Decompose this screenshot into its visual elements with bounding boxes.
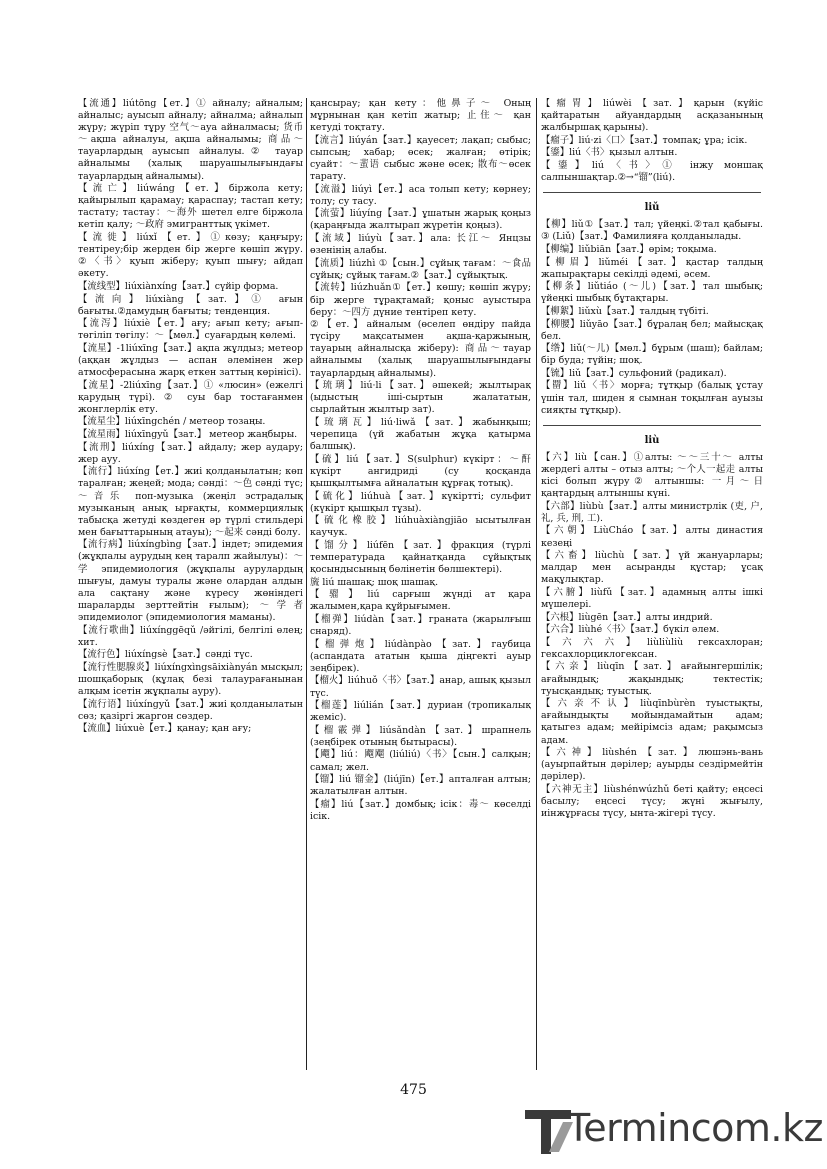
dictionary-entry: 【流行病】liúxíngbìng【зат.】індет; эпидемия (жұқпалы аурудың кең таралп жайылуы)：～学 эпидемиология (жұқпалы аурулардың шығуы, дамуы туралы және олардан алдын ала сақтану және күресу жөніндегі шараларды зерттейтін ғылым); ～学者 эпидемиолог (эпидемиология маманы).	[78, 539, 303, 623]
dictionary-entry: 【硫化】liúhuà【зат.】күкірттi; сульфит (күкірт қышқыл тұзы).	[310, 490, 531, 514]
dictionary-entry: 【流亡】liúwáng【ет.】біржола кету; қайырылып қарамау; қараспау; тастап кету; тастату; тастау：～海外 шетел елге біржола кетіп қалу; ～政府 эмигранттық үкімет.	[78, 183, 303, 231]
dictionary-entry: 旒 liú шашақ; шоқ шашақ.	[310, 576, 439, 588]
section-rule	[543, 192, 761, 193]
dictionary-entry: 【流通】liútōng【ет.】① айналу; айналым; айналыс; ауысып айналу; айналма; айналып жүру; жүріп тұру 空气～ауа айналмасы; 货币～ақша айналуы, ақша айналымы; 商品～тауарлардың ауысып айналуы.② тауар айналымы (халық шаруашылығындағы тауарлардың айналымы).	[78, 98, 303, 182]
dictionary-entry: 【流星】-1liúxīng【зат.】ақпа жұлдыз; метеор (аққан жұлдыз — аспан әлемінен жер атмосферасына жарқ еткен заттың көрінісі).	[78, 342, 303, 379]
dictionary-entry: 【锍】liǔ【зат.】сульфоний (радикал).	[541, 367, 727, 379]
dictionary-entry: 【瘤】liú【зат.】домбық; ісік：毒～ көселді ісік.	[310, 798, 531, 822]
dictionary-entry: 【榴弹炮】liúdànpào【зат.】гаубица (аспандата ататын қыша діңгекті ауыр зеңбірек).	[310, 638, 531, 674]
dictionary-entry: 【六六六】liùliùliù гексахлоран; гексахлорциклогексан.	[541, 636, 763, 660]
dictionary-entry: 【六腑】liùfǔ【зат.】адамның алты ішкі мүшелері.	[541, 586, 763, 610]
dictionary-entry: 【飗】liú：飗飗 (liúliú)〈书〉【сын.】салқын; самал; жел.	[310, 749, 531, 773]
dictionary-entry: 【流星】-2liúxīng【зат.】① «люсин» (ежелгі қарудың түрі). ② суы бар тостағанмен жонглерлік ету.	[78, 379, 303, 415]
dictionary-entry: 【鎏】liú〈书〉қызыл алтын.	[541, 147, 678, 159]
dictionary-entry: 【榴火】liúhuǒ〈书〉【зат.】анар, ашық қызыл түс.	[310, 675, 531, 699]
dictionary-entry: 【流言】liúyán【зат.】қауесет; лақап; сыбыс; сыпсың; хабар; өсек; жалған; өтірік; суайт：～蜚语 сыбыс және өсек; 散布～өсек тарату.	[310, 134, 531, 183]
dictionary-entry: 【硫】liú【зат.】S(sulphur) күкірт：～酐 күкірт ангидриді (су қосқанда қышқылтымға айналатын құрғақ тотық).	[310, 453, 531, 489]
dictionary-entry: 【六亲不认】liùqīnbùrèn туыстықты, ағайындықты мойындамайтын адам; қатыгез адам; мейірімсіз адам; рақымсыз адам.	[541, 698, 763, 746]
dictionary-entry: 【六神】liùshén【зат.】люшэнь-вань (ауырпайтын дәрілер; ауырды сездірмейтін дәрілер).	[541, 747, 763, 783]
dictionary-entry: 【瘤子】liú·zi〈口〉【зат.】томпақ; ұра; ісік.	[541, 134, 748, 146]
dictionary-entry: 【六】liù【сан.】①алты: ～～三十～ алты жердегі алты – отыз алты; ～个人一起走 алты кісі болып жүру② алтыншы: 一月～日 қаңтардың алтыншы күні.	[541, 451, 763, 500]
column-separator	[536, 98, 537, 1070]
dictionary-entry: 【柳编】liǔbiān【зат.】өрім; тоқыма.	[541, 243, 717, 255]
dictionary-entry: 【流质】liúzhì ①【сын.】сұйық тағам：～食品 сұйық; сұйық тағам.②【зат.】сұйықтық.	[310, 257, 531, 281]
page-number: 475	[400, 1082, 427, 1098]
dictionary-entry: 【琉璃瓦】liú·liwǎ【зат.】жабынқыш; черепица (үй жабатын жұқа қатырма балшық).	[310, 416, 531, 453]
dictionary-entry: 【流泻】liúxiè【ет.】ағу; ағып кету; ағып-төгіліп төгілу：～【мөл.】суағардың көлемі.	[78, 318, 303, 342]
dictionary-entry: ②【ет.】айналым (өселеп өндіру пайда түсіру мақсатымен ақша-қаржының, тауарың айналысқа жіберу): 商品～тауар айналымы (халық шаруашылығындағы тауарлардың айналымы).	[310, 319, 531, 379]
dictionary-entry: 【镏】liú 镏金】(liújīn)【ет.】апталған алтын; жалатылған алтын.	[310, 774, 531, 798]
dictionary-entry: 【罶】liǔ〈书〉морға; тұтқыр (балық ұстау үшін тал, шиден я сымнан тоқылған ауызы сияқты тұтқыр).	[541, 380, 763, 416]
dictionary-entry: 【流星雨】liúxīngyǔ【зат.】 метеор жаңбыры.	[78, 429, 298, 441]
dictionary-entry: 【六合】liùhé〈书〉【зат.】бүкіл әлем.	[541, 624, 720, 636]
dictionary-entry: 【流行性腮腺炎】liúxíngxìngsāixiànyán мысқыл; шошқаборық (құлақ безі талаурағанынан алқым ісетін жұқпалы ауру).	[78, 661, 303, 697]
dictionary-entry: 【六朝】LiùCháo【зат.】алты династия кезеңі	[541, 525, 763, 549]
dictionary-entry: 【流行】liúxíng【ет.】жиі қолданылатын; көп таралған; жеңей; мода; сәнді：～色 сәнді түс; ～音乐 поп-музыка (жеңіл эстрадалық музыканың анық ырғақты, коммерциялық табысқа жетуді көздеген әр түрлі стильдері мен бағыттарының атауы); ～起来 сәнді болу.	[78, 466, 303, 538]
section-heading: liǔ	[644, 202, 660, 214]
dictionary-entry: 【六部】liùbù【зат.】алты министрлік (吏, 户, 礼, 兵, 刑, 工).	[541, 500, 763, 524]
dictionary-entry: 【流向】liúxiàng【зат.】① ағын бағыты.②дамудың бағыты; тенденция.	[78, 293, 303, 317]
dictionary-entry: 【流徙】liúxǐ【ет.】①көзу; қаңғыру; тентіреу;бір жерден бір жерге көшіп жүру. ②〈书〉қуып жіберу; қуып шығу; айдап әкету.	[78, 232, 303, 280]
dictionary-column-2	[310, 98, 531, 1070]
dictionary-entry: 【瘤胃】liúwèi【зат.】қарын (күйіс қайтаратын айуандардың асқазанының жалбыршақ қарыны).	[541, 98, 763, 134]
dictionary-entry: 【柳】liǔ①【зат.】тал; үйеңкі.②тал қабығы. ③ (Liǔ)【зат.】Фамилияға қолданылады.	[541, 219, 763, 243]
section-heading: liù	[644, 434, 660, 446]
dictionary-entry: 【流行语】liúxíngyǔ【зат.】жиі қолданылатын сөз; қазіргі жаргон сөздер.	[78, 698, 303, 722]
dictionary-entry: 【柳眉】liǔméi【зат.】қастар талдың жапырақтары секілді әдемі, әсем.	[541, 256, 763, 280]
dictionary-entry: 【榴弹】liúdàn【зат.】граната (жарылғыш снаряд).	[310, 613, 531, 638]
dictionary-entry: 【流行歌曲】liúxínggēqǔ /әйгілі, белгілі өлең; хит.	[78, 624, 303, 648]
dictionary-entry: 【六亲】liùqīn【зат.】ағайынгершілік; ағайындық; жақындық; тектестік; туысқандық; туыстық.	[541, 661, 763, 697]
dictionary-column-1	[78, 98, 303, 1070]
dictionary-entry: 【流域】liúyù【зат.】ала: 长江～ Янцзы өзенінің алабы.	[310, 233, 531, 257]
dictionary-column-3	[541, 98, 763, 1070]
dictionary-entry: қансырау; қан кету：他鼻子～ Оның мұрнынан қан кетіп жатыр; 止住～ қан кетуді тоқтату.	[310, 98, 531, 134]
dictionary-entry: 【鎏】liú〈书〉① інжу моншақ салпыншақтар.②→“镏”(liú).	[541, 159, 763, 184]
termincom-logo[interactable]	[519, 1100, 823, 1162]
dictionary-entry: 【六畜】liùchù【зат.】үй жануарлары; малдар мен асыранды құстар; ұсақ мақұлықтар.	[541, 550, 763, 586]
dictionary-entry: 【流转】liúzhuǎn①【ет.】көшу; көшіп жүру; бір жерге тұрақтамай; қоныс ауыстыра беру：～四方 дүние тентіреп кету.	[310, 282, 531, 318]
dictionary-entry: 【六根】liùgēn【зат.】алты индрий.	[541, 611, 713, 623]
dictionary-entry: 【流行色】liúxíngsè【зат.】сәнді түс.	[78, 649, 253, 661]
dictionary-entry: 【流血】liúxuè【ет.】қанау; қан ағу;	[78, 723, 252, 735]
dictionary-entry: 【榴莲】liúlián【зат.】дуриан (тропикалық жеміс).	[310, 700, 531, 724]
dictionary-entry: 【琉璃】liú·li【зат.】әшекей; жылтырақ (ыдыстың іші-сыртын жалататын, сырлайтын жылтыр зат).	[310, 380, 531, 416]
dictionary-entry: 【流线型】liúxiànxíng【зат.】сүйір форма.	[78, 280, 279, 292]
column-separator	[306, 98, 307, 1070]
dictionary-entry: 【流溢】liúyì【ет.】аса толып кету; көрнеу; толу; су тасу.	[310, 183, 531, 207]
dictionary-entry: 【六神无主】liùshénwúzhǔ беті қайту; еңсесі басылу; еңсесі түсу; жүні жығылу, иінжұрғасы түсу, ынта-жігері түсу.	[541, 783, 763, 820]
section-rule	[543, 425, 761, 426]
dictionary-entry: 【馏分】liúfēn【зат.】фракция (түрлі температурада қайнатқанда сұйықтық қосындысының бөлінетін бөлшектері).	[310, 539, 531, 576]
dictionary-entry: 【榴霰弹】liúsǎndàn【зат.】шрапнель (зеңбірек отының бытырасы).	[310, 724, 531, 748]
dictionary-entry: 【骝】liú сарғыш жүнді ат қара жалымен,қара құйрығымен.	[310, 589, 531, 613]
dictionary-entry: 【柳腰】liǔyāo【зат.】бұралаң бел; майысқақ бел.	[541, 318, 763, 342]
dictionary-entry: 【流萤】liúyíng【зат.】ұшатын жарық қоңыз (қараңғыда жалтырап жүретін қоңыз).	[310, 208, 531, 232]
logo-text: Termincom.kz	[567, 1106, 823, 1150]
dictionary-entry: 【硫化橡胶】liúhuàxiàngjiāo ысытылған каучук.	[310, 515, 531, 539]
dictionary-entry: 【绺】liǔ(～儿)【мөл.】бұрым (шаш); байлам; бір буда; түйін; шоқ.	[541, 343, 763, 367]
dictionary-entry: 【柳絮】liǔxù【зат.】талдың түбіті.	[541, 305, 709, 317]
dictionary-entry: 【柳条】liǔtiáo (～儿)【зат.】тал шыбық; үйеңкі шыбық бұтақтары.	[541, 281, 763, 305]
dictionary-entry: 【流星尘】liúxīngchén / метеор тозаңы.	[78, 416, 266, 428]
dictionary-entry: 【流刑】liúxíng【зат.】айдалу; жер аудару; жер ауу.	[78, 441, 303, 465]
